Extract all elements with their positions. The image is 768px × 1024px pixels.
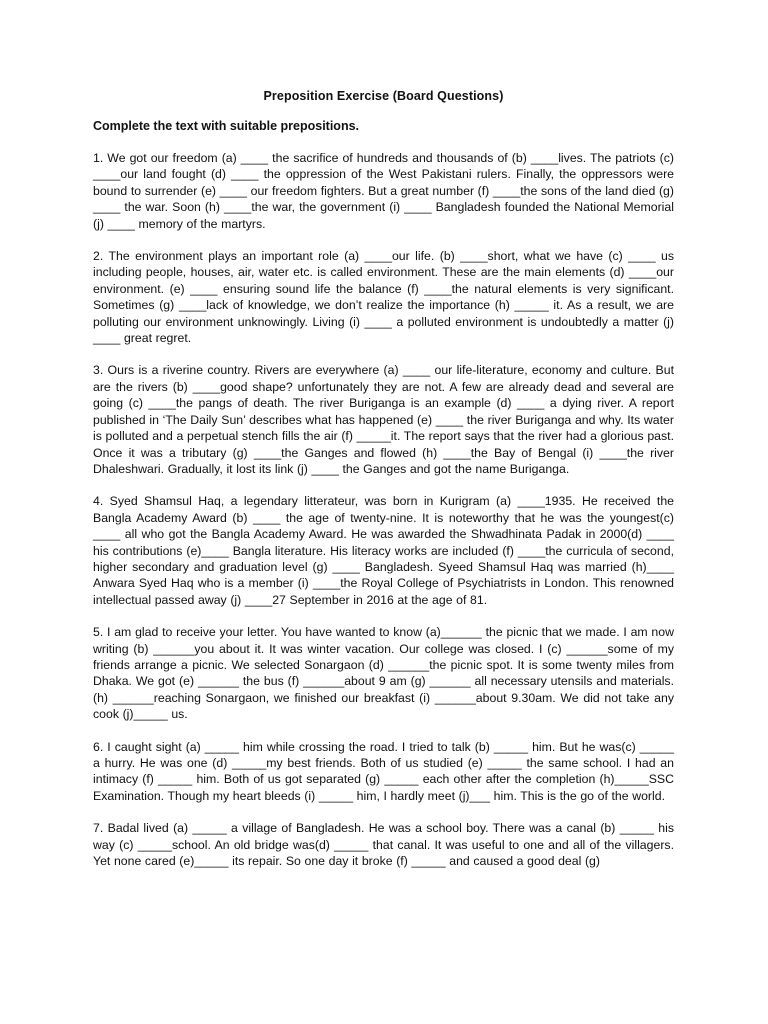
exercise-instruction: Complete the text with suitable prepositions.	[93, 119, 360, 133]
exercise-paragraph-2: 2. The environment plays an important role (a) ____our life. (b) ____short, what we have (c) ____ us including people, houses, air, water etc. is called environment. These are the main elements (d) ____our environment. (e) ____ ensuring sound life the balance (f) ____the natural elements is very significant. Sometimes (g) ____lack of knowledge, we don’t realize the importance (h) _____ it. As a result, we are polluting our environment unknowingly. Living (i) ____ a polluted environment is undoubtedly a matter (j) ____ great regret.	[93, 249, 674, 346]
exercise-paragraph-4: 4. Syed Shamsul Haq, a legendary litterateur, was born in Kurigram (a) ____1935. He received the Bangla Academy Award (b) ____ the age of twenty-nine. It is noteworthy that he was the youngest(c) ____ all who got the Bangla Academy Award. He was awarded the Shwadhinata Padak in 2000(d) ____ his contributions (e)____ Bangla literature. His literacy works are included (f) ____the curricula of second, higher secondary and graduation level (g) ____ Bangladesh. Syeed Shamsul Haq was married (h)____ Anwara Syed Haq who is a member (i) ____the Royal College of Psychiatrists in London. This renowned intellectual passed away (j) ____27 September in 2016 at the age of 81.	[93, 494, 674, 607]
page-title: Preposition Exercise (Board Questions)	[263, 89, 504, 103]
exercise-paragraph-3: 3. Ours is a riverine country. Rivers are everywhere (a) ____ our life-literature, economy and culture. But are the rivers (b) ____good shape? unfortunately they are not. A few are already dead and several are going (c) ____the pangs of death. The river Buriganga is an example (d) ____ a dying river. A report published in ‘The Daily Sun’ describes what has happened (e) ____ the river Buriganga and why. Its water is polluted and a perpetual stench fills the air (f) _____it. The report says that the river had a glorious past. Once it was a tributary (g) ____the Ganges and flowed (h) ____the Bay of Bengal (i) ____the river Dhaleshwari. Gradually, it lost its link (j) ____ the Ganges and got the name Buriganga.	[93, 363, 674, 476]
exercise-paragraph-1: 1. We got our freedom (a) ____ the sacrifice of hundreds and thousands of (b) ____lives. The patriots (c) ____our land fought (d) ____ the oppression of the West Pakistani rulers. Finally, the oppressors were bound to surrender (e) ____ our freedom fighters. But a great number (f) ____the sons of the land died (g) ____ the war. Soon (h) ____the war, the government (i) ____ Bangladesh founded the National Memorial (j) ____ memory of the martyrs.	[93, 151, 674, 231]
exercise-paragraph-5: 5. I am glad to receive your letter. You have wanted to know (a)______ the picnic that we made. I am now writing (b) ______you about it. It was winter vacation. Our college was closed. I (c) ______some of my friends arrange a picnic. We selected Sonargaon (d) ______the picnic spot. It is some twenty miles from Dhaka. We got (e) ______ the bus (f) ______about 9 am (g) ______ all necessary utensils and materials. (h) ______reaching Sonargaon, we finished our breakfast (i) ______about 9.30am. We did not take any cook (j)_____ us.	[93, 625, 674, 722]
exercise-paragraph-6: 6. I caught sight (a) _____ him while crossing the road. I tried to talk (b) _____ him. But he was(c) _____ a hurry. He was one (d) _____my best friends. Both of us studied (e) _____ the same school. I had an intimacy (f) _____ him. Both of us got separated (g) _____ each other after the completion (h)_____SSC Examination. Though my heart bleeds (i) _____ him, I hardly meet (j)___ him. This is the go of the world.	[93, 739, 674, 803]
exercise-paragraph-7: 7. Badal lived (a) _____ a village of Bangladesh. He was a school boy. There was a canal (b) _____ his way (c) _____school. An old bridge was(d) _____ that canal. It was useful to one and all of the villagers. Yet none cared (e)_____ its repair. So one day it broke (f) _____ and caused a good deal (g)	[93, 821, 674, 869]
document-page	[93, 88, 674, 885]
